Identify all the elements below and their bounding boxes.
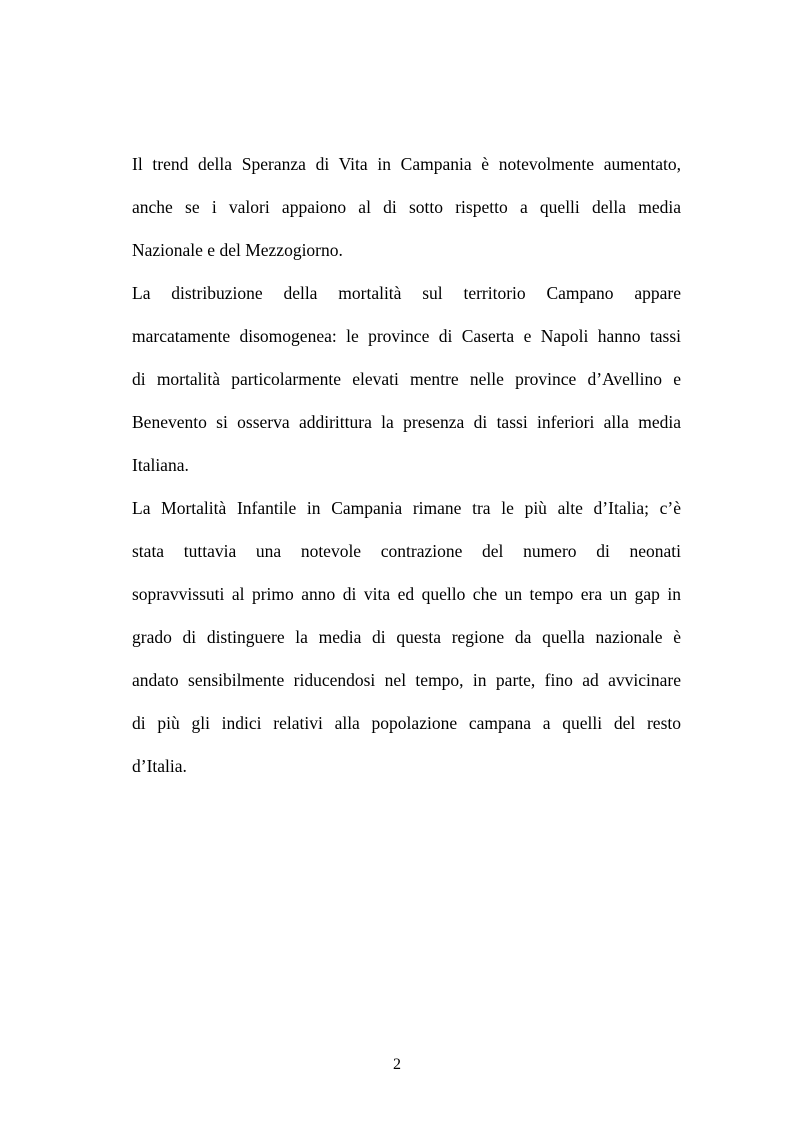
paragraph-3-line-4: grado di distinguere la media di questa regione da quella nazionale è bbox=[132, 627, 681, 647]
paragraph-3-line-3: sopravvissuti al primo anno di vita ed quello che un tempo era un gap in bbox=[132, 584, 681, 604]
paragraph-3-line-7: d’Italia. bbox=[132, 756, 187, 776]
paragraph-3-line-2: stata tuttavia una notevole contrazione del numero di neonati bbox=[132, 541, 681, 561]
paragraph-2-line-3: di mortalità particolarmente elevati mentre nelle province d’Avellino e bbox=[132, 369, 681, 389]
paragraph-3-line-1: La Mortalità Infantile in Campania rimane tra le più alte d’Italia; c’è bbox=[132, 498, 681, 518]
paragraph-3-line-6: di più gli indici relativi alla popolazione campana a quelli del resto bbox=[132, 713, 681, 733]
body-text bbox=[132, 143, 681, 788]
page-number: 2 bbox=[393, 1056, 401, 1073]
paragraph-2-line-1: La distribuzione della mortalità sul territorio Campano appare bbox=[132, 283, 681, 303]
paragraph-1-line-2: anche se i valori appaiono al di sotto rispetto a quelli della media bbox=[132, 197, 681, 217]
paragraph-1-line-1: Il trend della Speranza di Vita in Campania è notevolmente aumentato, bbox=[132, 154, 681, 174]
paragraph-3-line-5: andato sensibilmente riducendosi nel tempo, in parte, fino ad avvicinare bbox=[132, 670, 681, 690]
paragraph-2-line-4: Benevento si osserva addirittura la presenza di tassi inferiori alla media bbox=[132, 412, 681, 432]
paragraph-1-line-3: Nazionale e del Mezzogiorno. bbox=[132, 240, 343, 260]
paragraph-2-line-2: marcatamente disomogenea: le province di Caserta e Napoli hanno tassi bbox=[132, 326, 681, 346]
paragraph-2-line-5: Italiana. bbox=[132, 455, 189, 475]
